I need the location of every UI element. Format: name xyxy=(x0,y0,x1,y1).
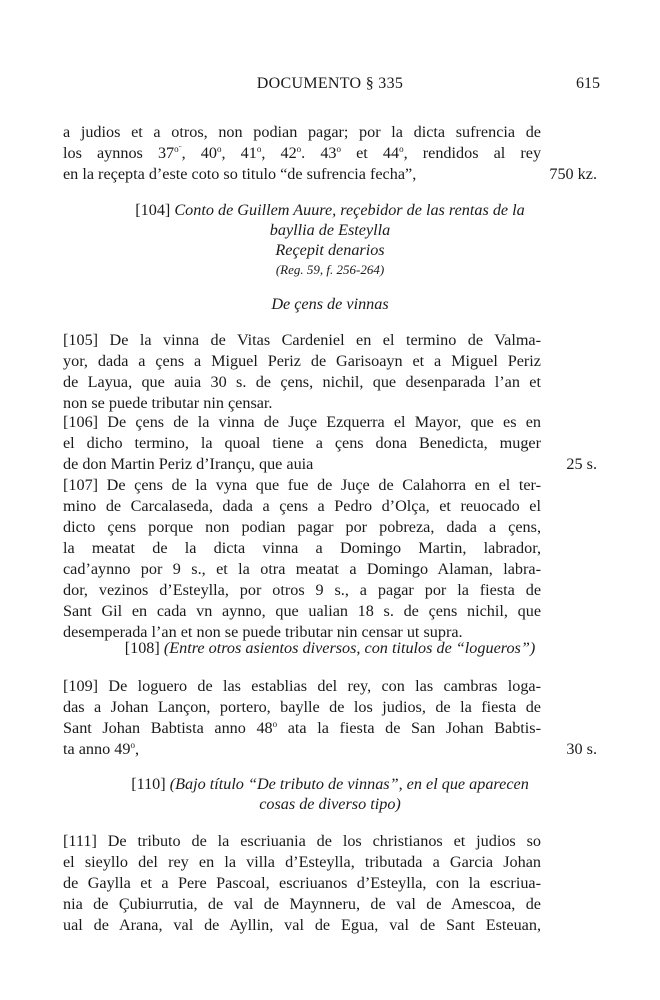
text-line: desemperada l’an et non se puede tributar nin censar ut supra. xyxy=(63,623,463,641)
text-fragment: et 44 xyxy=(341,144,400,162)
section-title: Conto de Guillem Auure, reçebidor de las rentas de la xyxy=(174,201,525,219)
text-line: la meatat de la dicta vinna a Domingo Martin, labrador, xyxy=(63,539,541,557)
text-line: [109] De loguero de las establias del rey, con las cambras loga- xyxy=(63,677,541,695)
section-heading-110 xyxy=(63,774,597,795)
superscript: o xyxy=(296,144,302,154)
text-line: [106] De çens de la vinna de Juçe Ezquerra el Mayor, que es en xyxy=(63,413,541,431)
text-line-with-ordinal xyxy=(63,718,541,739)
text-line: mino de Carcalaseda, dada a çens a Pedro d’Olça, et reuocado el xyxy=(63,497,541,515)
section-subtitle: Reçepit denarios xyxy=(275,241,385,259)
page-header xyxy=(0,75,660,97)
text-line-with-ordinal xyxy=(63,739,541,760)
section-heading-108 xyxy=(63,638,597,659)
register-reference: (Reg. 59, f. 256-264) xyxy=(275,262,385,277)
text-fragment: , xyxy=(134,740,139,758)
text-fragment: ata la fiesta de San Johan Babtis- xyxy=(277,719,541,737)
text-line: a judios et a otros, non podian pagar; por la dicta sufrencia de xyxy=(63,123,541,141)
text-line: Sant Gil en cada vn aynno, que ualian 18 s. de çens nichil, que xyxy=(63,602,541,620)
margin-amount: 25 s. xyxy=(566,455,597,473)
text-fragment: , rendidos al rey xyxy=(403,144,542,162)
text-fragment: . 43 xyxy=(301,144,337,162)
superscript: o xyxy=(130,740,135,750)
superscript: o¨ xyxy=(174,144,182,154)
text-fragment: los aynnos 37 xyxy=(63,144,175,162)
superscript: o xyxy=(216,144,222,154)
text-line: dicto çens porque non podian pagar por pobreza, dada a çens, xyxy=(63,518,541,536)
text-line: [105] De la vinna de Vitas Cardeniel en el termino de Valma- xyxy=(63,331,541,349)
subheading: De çens de vinnas xyxy=(271,295,389,313)
text-line: [107] De çens de la vyna que fue de Juçe de Calahorra en el ter- xyxy=(63,476,541,494)
margin-amount: 30 s. xyxy=(566,740,597,758)
text-line: de Layua, que auia 30 s. de çens, nichil, que desenparada l’an et xyxy=(63,373,541,391)
text-fragment: , 41 xyxy=(221,144,257,162)
section-number: [108] xyxy=(124,639,160,657)
superscript: o xyxy=(399,144,404,154)
text-line: el sieyllo del rey en la villa d’Esteylla, tributada a Garcia Johan xyxy=(63,853,541,871)
section-title: (Bajo título “De tributo de vinnas”, en el que aparecen xyxy=(169,775,529,793)
text-line: yor, dada a çens a Miguel Periz de Garisoayn et a Miguel Periz xyxy=(63,352,541,370)
section-number: [104] xyxy=(135,201,171,219)
text-line: [111] De tributo de la escriuania de los christianos et judios so xyxy=(63,832,541,850)
section-title-line: bayllia de Esteylla xyxy=(269,221,391,239)
section-heading-104 xyxy=(63,200,597,221)
superscript: o xyxy=(272,719,278,729)
text-line: nia de Çubiurrutia, de val de Maynneru, de val de Amescoa, de xyxy=(63,895,541,913)
text-line: dor, vezinos d’Esteylla, por otros 9 s., a pagar por la fiesta de xyxy=(63,581,541,599)
text-fragment: , 42 xyxy=(261,144,297,162)
text-line: de Gaylla et a Pere Pascoal, escriuanos d’Esteylla, con la escriua- xyxy=(63,874,541,892)
text-fragment: Sant Johan Babtista anno 48 xyxy=(63,719,273,737)
page-number: 615 xyxy=(576,75,600,92)
section-title: (Entre otros asientos diversos, con titulos de “logueros”) xyxy=(163,639,536,657)
superscript: o xyxy=(336,144,342,154)
text-line: en la reçepta d’este coto so titulo “de sufrencia fecha”, xyxy=(63,165,417,183)
text-line: ual de Arana, val de Ayllin, val de Egua, val de Sant Esteuan, xyxy=(63,916,541,934)
text-line: el dicho termino, la quoal tiene a çens dona Benedicta, muger xyxy=(63,434,541,452)
running-title: DOCUMENTO § 335 xyxy=(256,75,404,92)
text-line-with-ordinals xyxy=(63,143,541,164)
text-line: de don Martin Periz d’Irançu, que auia xyxy=(63,455,314,473)
section-title-line: cosas de diverso tipo) xyxy=(259,795,401,813)
text-line: cad’aynno por 9 s., et la otra meatat a Domingo Alaman, labra- xyxy=(63,560,541,578)
text-fragment: , 40 xyxy=(181,144,217,162)
text-line: das a Johan Lançon, portero, baylle de los judios, de la fiesta de xyxy=(63,698,541,716)
text-line: non se puede tributar nin çensar. xyxy=(63,394,273,412)
section-number: [110] xyxy=(131,775,166,793)
text-fragment: ta anno 49 xyxy=(63,740,131,758)
margin-amount: 750 kz. xyxy=(549,165,597,183)
superscript: o xyxy=(256,144,262,154)
